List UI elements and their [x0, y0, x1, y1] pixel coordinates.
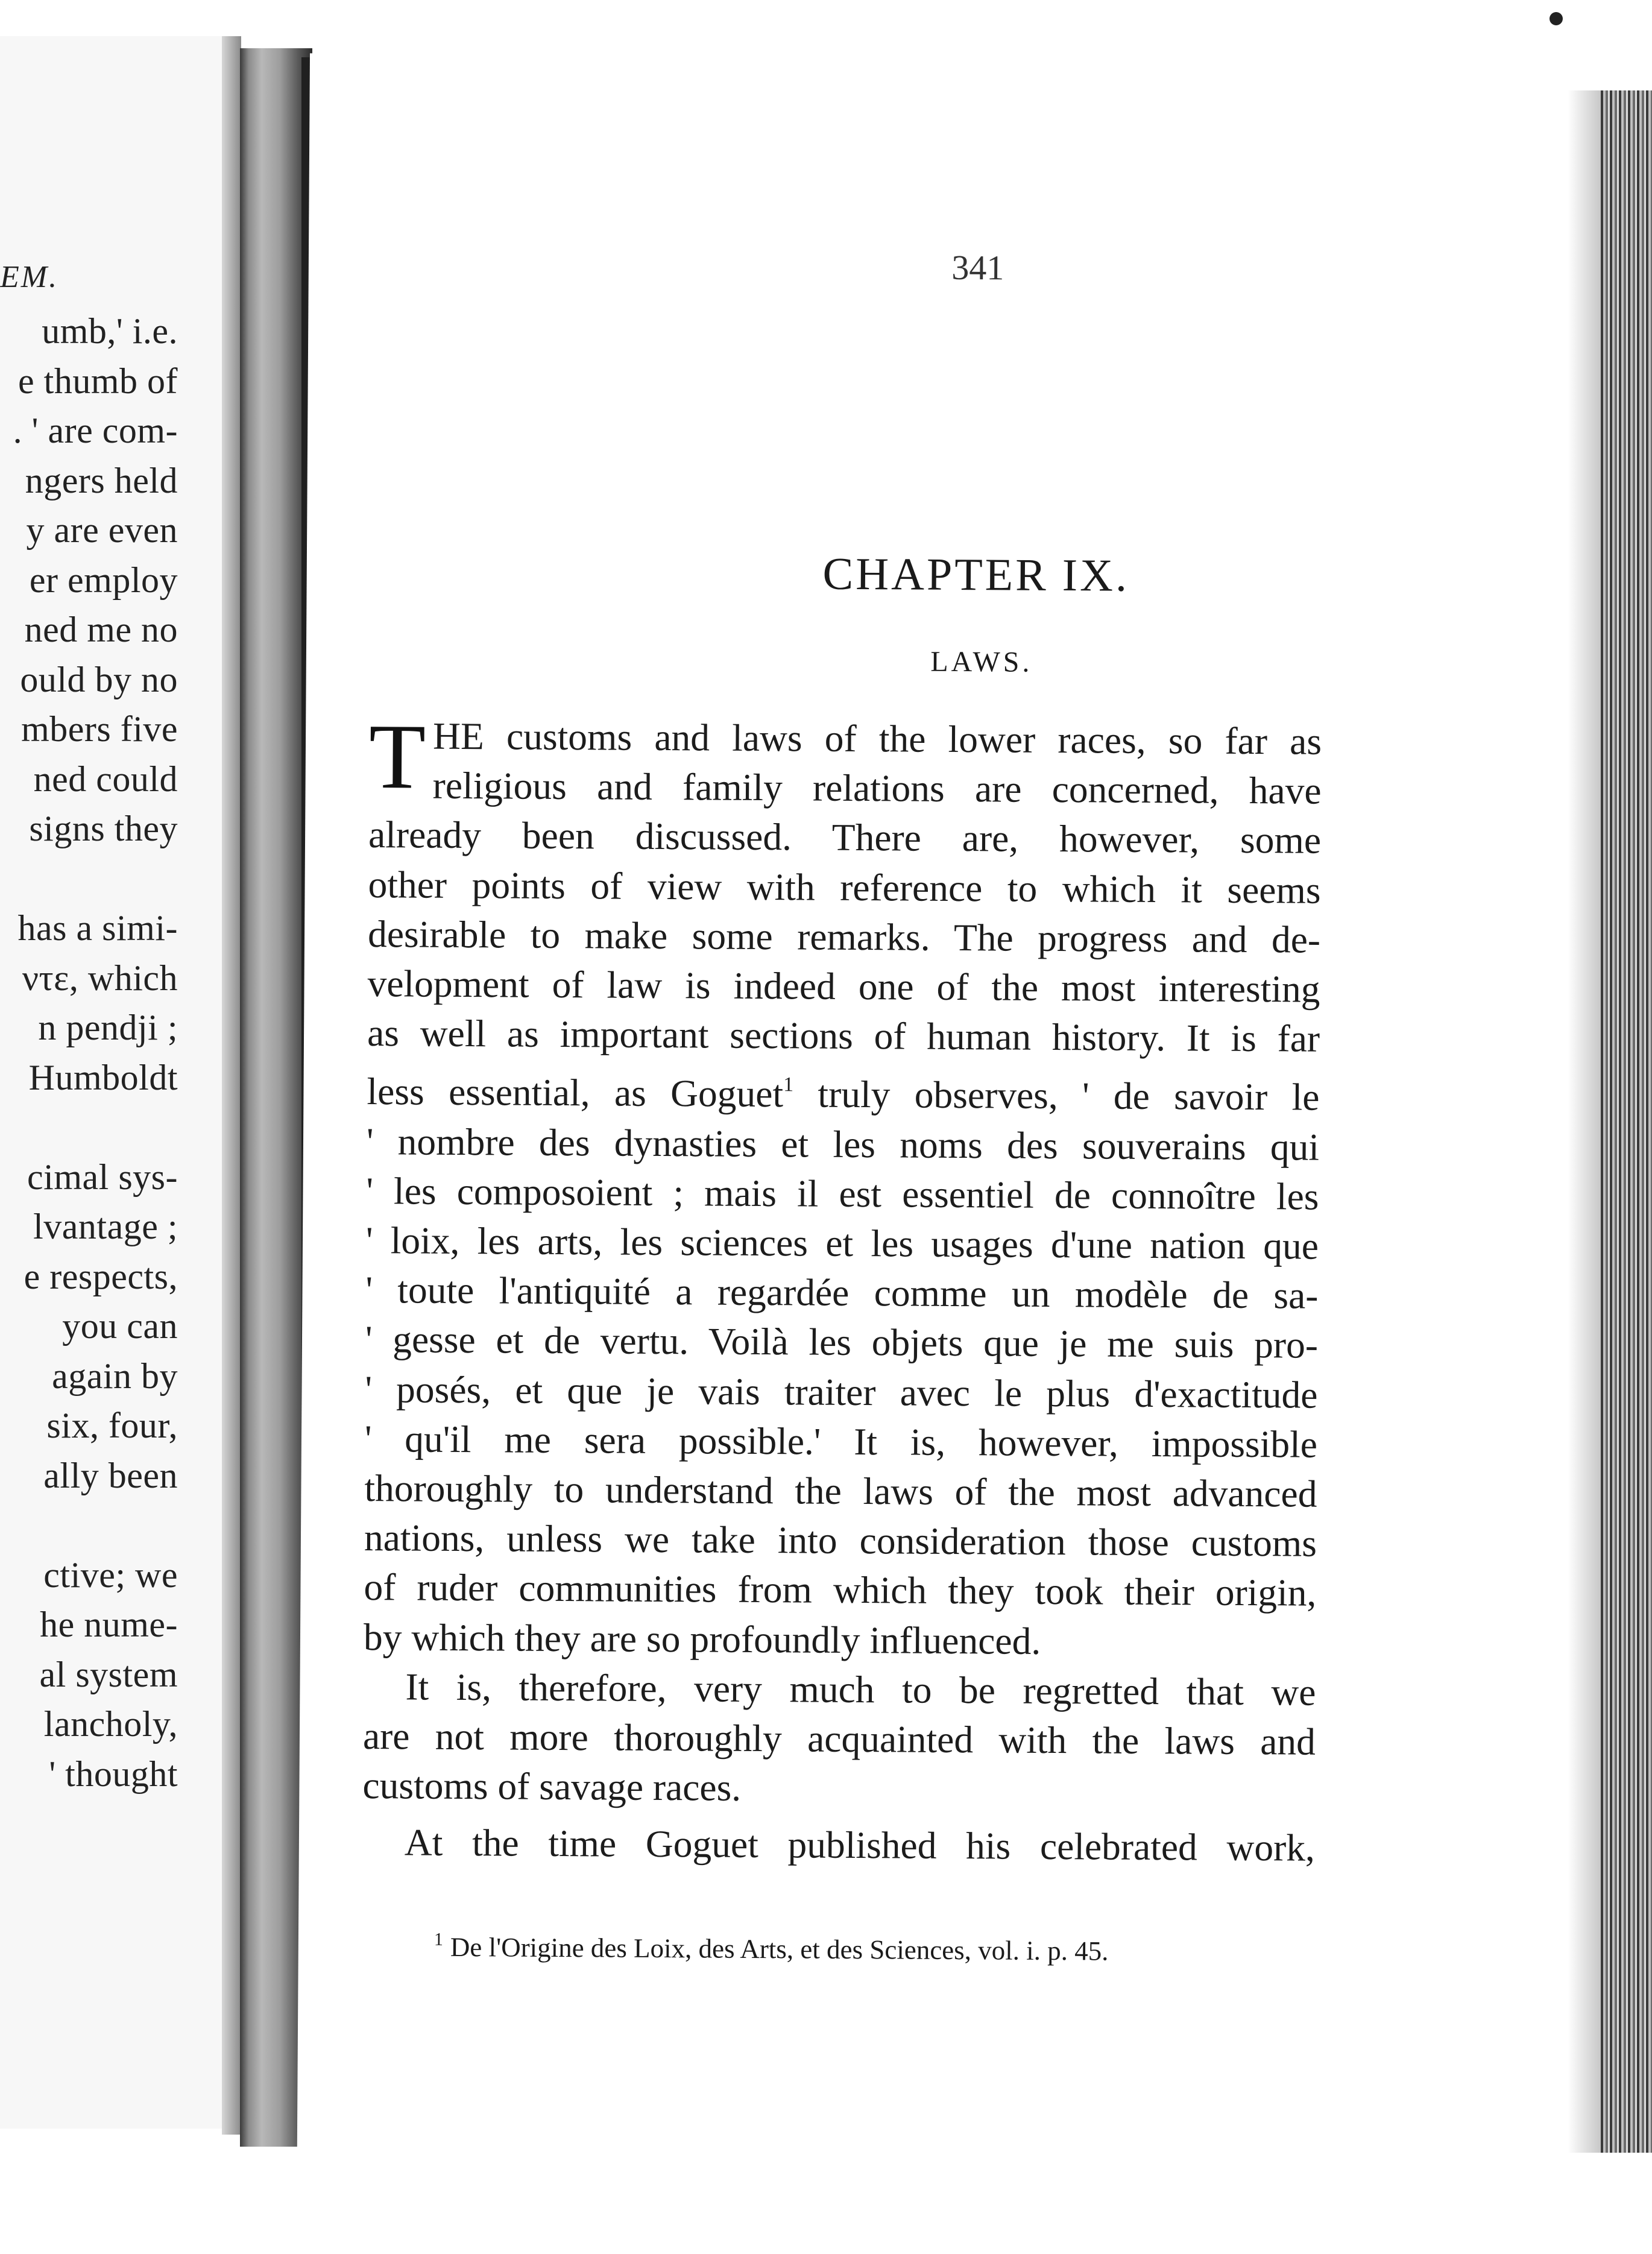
left-running-header: EM. — [0, 260, 59, 294]
left-text-line: e thumb of — [18, 361, 178, 401]
footnote-text: De l'Origine des Loix, des Arts, et des Sciences, vol. i. p. 45. — [450, 1931, 1109, 1966]
text-line: already been discussed. There are, however, some — [368, 813, 1322, 862]
text-line: other points of view with reference to which it seems — [368, 862, 1321, 912]
left-text-line: he nume- — [40, 1605, 178, 1644]
left-text-line: e respects, — [24, 1256, 178, 1296]
text-line: ' toute l'antiquité a regardée comme un modèle de sa- — [365, 1268, 1319, 1317]
left-text-line: six, four, — [46, 1406, 178, 1445]
scan-speck — [1550, 12, 1563, 25]
text-line: ' loix, les arts, les sciences et les usages d'une nation que — [365, 1219, 1319, 1267]
footnote — [434, 1930, 1338, 1968]
text-line: velopment of law is indeed one of the most interesting — [367, 962, 1320, 1011]
text-line: ' posés, et que je vais traiter avec le plus d'exactitude — [365, 1367, 1318, 1416]
text-line: desirable to make some remarks. The progress and de- — [367, 912, 1321, 961]
left-page — [0, 36, 238, 2129]
drop-cap: T — [368, 706, 426, 809]
text-line: At the time Goguet published his celebrated work, — [404, 1820, 1316, 1870]
left-text-line: er employ — [29, 560, 178, 600]
left-text-line: Humboldt — [28, 1057, 178, 1097]
page-stack-edge — [1601, 90, 1652, 2153]
text-line-goguet — [367, 1058, 1320, 1122]
left-text-line: cimal sys- — [27, 1157, 178, 1197]
left-page-shadow — [222, 36, 241, 2135]
left-text-line: ντε, which — [22, 958, 178, 998]
left-text-line: ally been — [43, 1455, 178, 1495]
text-line: thoroughly to understand the laws of the most advanced — [364, 1466, 1317, 1515]
body-text — [362, 706, 1322, 1873]
footnote-mark: 1 — [433, 1929, 444, 1949]
left-text-line: signs they — [29, 809, 178, 848]
left-text-line: lancholy, — [43, 1704, 178, 1744]
left-text-line: ' thought — [49, 1754, 178, 1794]
left-text-line: ned could — [33, 759, 178, 799]
left-text-line: al system — [39, 1654, 178, 1694]
left-text-line: ned me no — [24, 610, 178, 649]
page-number: 341 — [951, 247, 1004, 288]
left-text-line: ctive; we — [43, 1555, 178, 1595]
text-fragment: truly observes, ' de savoir le — [793, 1072, 1320, 1119]
text-line: are not more thoroughly acquainted with the laws and — [362, 1714, 1316, 1763]
text-line: It is, therefore, very much to be regretted that we — [405, 1665, 1316, 1714]
section-title: LAWS. — [930, 645, 1033, 678]
text-line: ' les composoient ; mais il est essentiel de connoître les — [366, 1169, 1319, 1218]
left-text-line: you can — [62, 1306, 178, 1346]
text-line: nations, unless we take into consideration those customs — [364, 1516, 1317, 1565]
left-text-line: again by — [52, 1356, 178, 1396]
paragraph-3 — [362, 1817, 1315, 1873]
paragraph-2 — [362, 1662, 1316, 1816]
text-line: ' gesse et de vertu. Voilà les objets que je me suis pro- — [365, 1318, 1319, 1367]
text-line: ' qu'il me sera possible.' It is, however, impossible — [364, 1416, 1318, 1466]
chapter-title: CHAPTER IX. — [822, 548, 1130, 601]
left-text-line: has a simi- — [17, 908, 178, 948]
text-line: customs of savage races. — [362, 1764, 742, 1810]
paragraph-1 — [363, 706, 1322, 1667]
page-edge-shade — [1568, 90, 1604, 2153]
text-line: of ruder communities from which they took their origin, — [364, 1565, 1317, 1615]
left-text-line: lvantage ; — [33, 1207, 178, 1246]
left-text-line: . ' are com- — [13, 411, 178, 450]
left-text-line: n pendji ; — [38, 1008, 178, 1047]
text-line: by which they are so profoundly influenced. — [363, 1615, 1041, 1662]
footnote-reference: 1 — [783, 1073, 794, 1096]
text-line: religious and family relations are concerned, have — [432, 763, 1322, 812]
left-text-line: umb,' i.e. — [42, 311, 178, 351]
text-line: as well as important sections of human history. It is far — [367, 1011, 1320, 1060]
left-text-line: ould by no — [20, 659, 178, 699]
text-fragment: less essential, as Goguet — [367, 1070, 784, 1116]
right-page — [297, 53, 1612, 2171]
left-text-line: mbers five — [21, 709, 178, 749]
text-line: ' nombre des dynasties et les noms des souverains qui — [366, 1119, 1320, 1169]
text-line: HE customs and laws of the lower races, so far as — [432, 714, 1322, 763]
left-text-line: y are even — [26, 510, 178, 550]
left-text-line: ngers held — [25, 460, 178, 500]
